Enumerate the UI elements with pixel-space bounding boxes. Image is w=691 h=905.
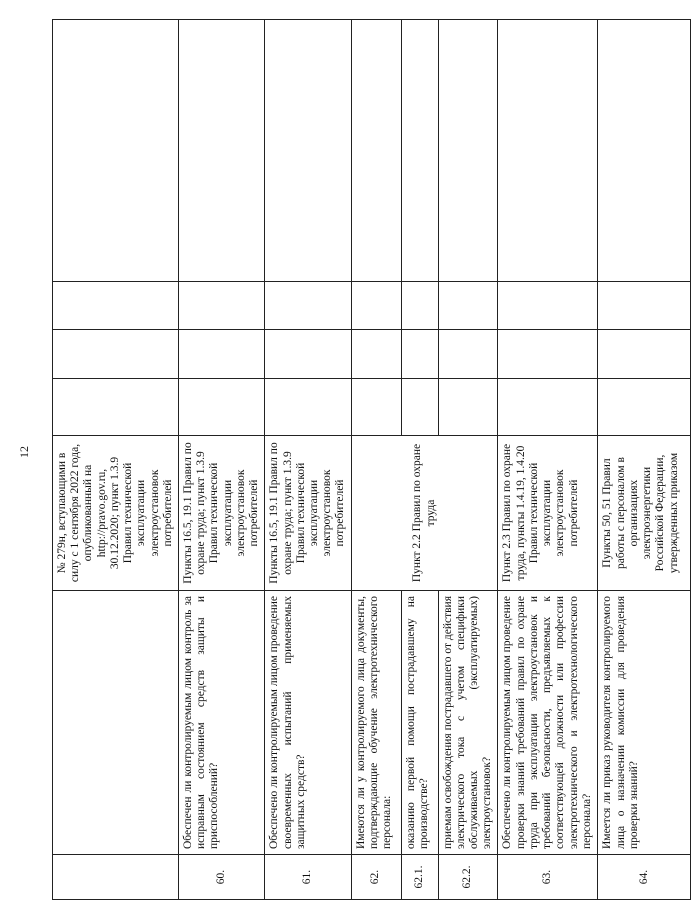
legal-reference: № 279н, вступающими в силу с 1 сентября 2022 года, опубликованный на http://pravo.gov.ru, 30.12.2020; пункт 1.3.9 Правил технической эксплуатации электроустановок потребителей: [53, 436, 179, 591]
legal-reference: Пункт 2.3 Правил по охране труда, пункты 1.4.19, 1.4.20 Правил технической эксплуатации электроустановок потребителей: [498, 436, 598, 591]
answer-na-cell: [401, 282, 438, 330]
note-cell: [265, 20, 351, 282]
row-number: 62.: [351, 855, 401, 900]
answer-no-cell: [401, 330, 438, 379]
answer-yes-cell: [265, 379, 351, 436]
note-cell: [598, 20, 691, 282]
row-number: 62.2.: [438, 855, 498, 900]
answer-na-cell: [498, 282, 598, 330]
row-number: 60.: [178, 855, 264, 900]
table-row: [53, 20, 179, 900]
legal-reference: Пункты 16.5, 19.1 Правил по охране труда; пункт 1.3.9 Правил технической эксплуатации электроустановок потребителей: [265, 436, 351, 591]
note-cell: [351, 20, 401, 282]
row-number: [53, 855, 179, 900]
question-text: Имеется ли приказ руководителя контролируемого лица о назначении комиссии для проведения проверки знаний?: [598, 591, 691, 855]
table-row: [178, 20, 264, 900]
legal-reference: Пункты 50, 51 Правил работы с персоналом в организациях электроэнергетики Российской Федерации, утвержденных приказом: [598, 436, 691, 591]
answer-no-cell: [598, 330, 691, 379]
answer-yes-cell: [598, 379, 691, 436]
answer-no-cell: [178, 330, 264, 379]
answer-yes-cell: [53, 379, 179, 436]
answer-no-cell: [498, 330, 598, 379]
answer-na-cell: [438, 282, 498, 330]
answer-na-cell: [351, 282, 401, 330]
row-number: 61.: [265, 855, 351, 900]
row-number: 63.: [498, 855, 598, 900]
checklist-table: [52, 19, 691, 900]
note-cell: [178, 20, 264, 282]
note-cell: [401, 20, 438, 282]
note-cell: [53, 20, 179, 282]
answer-yes-cell: [351, 379, 401, 436]
answer-no-cell: [351, 330, 401, 379]
row-number: 62.1.: [401, 855, 438, 900]
note-cell: [438, 20, 498, 282]
table-row: [498, 20, 598, 900]
table-row: [351, 20, 401, 900]
answer-na-cell: [53, 282, 179, 330]
question-text: Обеспечено ли контролируемым лицом проведение своевременных испытаний применяемых защитных средств?: [265, 591, 351, 855]
checklist-table-container: [52, 20, 680, 900]
row-number: 64.: [598, 855, 691, 900]
question-text: [53, 591, 179, 855]
question-text: Обеспечен ли контролируемым лицом контроль за исправным состоянием средств защиты и приспособлений?: [178, 591, 264, 855]
answer-na-cell: [265, 282, 351, 330]
question-text: оказанию первой помощи пострадавшему на производстве?: [401, 591, 438, 855]
legal-reference: Пункты 16.5, 19.1 Правил по охране труда; пункт 1.3.9 Правил технической эксплуатации электроустановок потребителей: [178, 436, 264, 591]
answer-yes-cell: [498, 379, 598, 436]
page-number: 12: [17, 446, 31, 458]
answer-yes-cell: [438, 379, 498, 436]
answer-na-cell: [598, 282, 691, 330]
note-cell: [498, 20, 598, 282]
table-row: [598, 20, 691, 900]
question-text: Обеспечено ли контролируемым лицом проведение проверки знаний требований правил по охране труда при эксплуатации электроустановок и требований безопасности, предъявляемых к соответствующей должности или профессии электротехнического и электротехнологического персонала?: [498, 591, 598, 855]
answer-yes-cell: [178, 379, 264, 436]
question-text: приемам освобождения пострадавшего от действия электрического тока с учетом специфики обслуживаемых (эксплуатируемых) электроустановок?: [438, 591, 498, 855]
answer-na-cell: [178, 282, 264, 330]
answer-no-cell: [53, 330, 179, 379]
table-row: [265, 20, 351, 900]
answer-yes-cell: [401, 379, 438, 436]
legal-reference: Пункт 2.2 Правил по охране труда: [351, 436, 498, 591]
question-text: Имеются ли у контролируемого лица документы, подтверждающие обучение электротехнического персонала:: [351, 591, 401, 855]
answer-no-cell: [438, 330, 498, 379]
answer-no-cell: [265, 330, 351, 379]
